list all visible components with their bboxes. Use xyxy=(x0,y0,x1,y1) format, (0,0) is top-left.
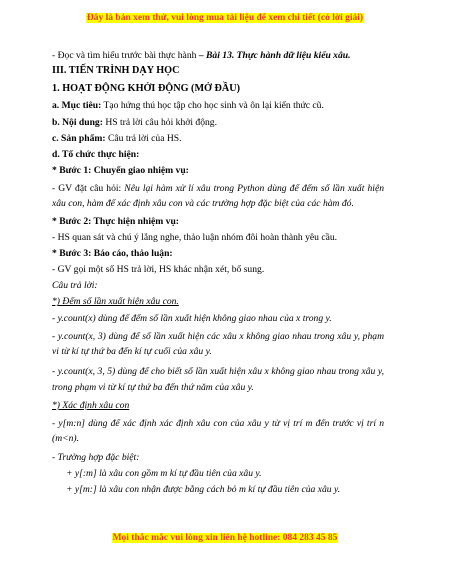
reading-task xyxy=(52,50,384,61)
step3-heading: * Bước 3: Báo cáo, thảo luận: xyxy=(52,248,173,260)
count-item-2: - y.count(x, 3) dùng để số lần xuất hiện các xâu x không giao nhau trong xâu y, phạm vi từ kí tự thứ ba đến kí tự cuối của xâu y. xyxy=(52,330,384,357)
preview-banner-text: Đây là bản xem thử, vui lòng mua tài liệu để xem chi tiết (có lời giải) xyxy=(86,13,364,23)
step1-heading: * Bước 1: Chuyển giao nhiệm vụ: xyxy=(52,164,189,176)
reading-task-lesson: – Bài 13. Thực hành dữ liệu kiểu xâu. xyxy=(198,50,351,61)
product-line xyxy=(52,133,384,144)
special-case-1: + y[:m] là xâu con gồm m kí tự đầu tiên của xâu y. xyxy=(66,467,262,479)
special-cases-label: - Trường hợp đặc biệt: xyxy=(52,451,140,463)
substring-subheading: *) Xác định xâu con xyxy=(52,399,130,411)
teacher-question-text: Nêu lại hàm xử lí xâu trong Python dùng để đếm số lần xuất hiện xâu con, hàm để xác định xâu con và các trường hợp đặc biệt của các hàm đó. xyxy=(52,182,384,209)
content-text: HS trả lời câu hỏi khởi động. xyxy=(102,116,217,128)
count-item-1: - y.count(x) dùng để đếm số lần xuất hiện không giao nhau của x trong y. xyxy=(52,312,332,324)
preview-banner xyxy=(0,13,450,23)
section-heading-warmup: 1. HOẠT ĐỘNG KHỞI ĐỘNG (MỞ ĐẦU) xyxy=(52,82,240,94)
teacher-question xyxy=(52,181,384,212)
count-item-3: - y.count(x, 3, 5) dùng để cho biết số lần xuất hiện xâu x không giao nhau trong xâu y, trong phạm vi từ kí tự thứ ba đến thứ năm của xâu y. xyxy=(52,366,384,393)
teacher-question-lead: - GV đặt câu hỏi: xyxy=(52,182,125,194)
goal-line xyxy=(52,100,384,111)
count-subheading: *) Đếm số lần xuất hiện xâu con. xyxy=(52,296,179,308)
hotline-banner xyxy=(0,533,450,543)
content-label: b. Nội dung: xyxy=(52,116,103,128)
teacher-call: - GV gọi một số HS trả lời, HS khác nhận xét, bổ sung. xyxy=(52,264,265,276)
product-label: c. Sản phẩm: xyxy=(52,132,106,144)
goal-text: Tạo hứng thú học tập cho học sinh và ôn lại kiến thức cũ. xyxy=(101,100,324,112)
student-task: - HS quan sát và chú ý lắng nghe, thảo luận nhóm đôi hoàn thành yêu cầu. xyxy=(52,232,338,244)
hotline-banner-text: Mọi thắc mắc vui lòng xin liên hệ hotline: 084 283 45 85 xyxy=(112,533,338,543)
reading-task-text: - Đọc và tìm hiểu trước bài thực hành xyxy=(52,50,199,61)
slice-description: - y[m:n] dùng để xác định xác định xâu con của xâu y từ vị trí m đến trước vị trí n (m<n). xyxy=(52,417,384,445)
document-body xyxy=(52,50,384,495)
step2-heading: * Bước 2: Thực hiện nhiệm vụ: xyxy=(52,216,179,228)
content-line xyxy=(52,117,384,128)
organization-label: d. Tổ chức thực hiện: xyxy=(52,148,140,160)
answer-label: Câu trả lời: xyxy=(52,280,98,292)
section-heading-process: III. TIẾN TRÌNH DẠY HỌC xyxy=(52,65,180,77)
product-text: Câu trả lời của HS. xyxy=(105,132,182,144)
goal-label: a. Mục tiêu: xyxy=(52,100,102,112)
special-case-2: + y[m:] là xâu con nhận được bằng cách bỏ m kí tự đầu tiên của xâu y. xyxy=(66,483,341,495)
